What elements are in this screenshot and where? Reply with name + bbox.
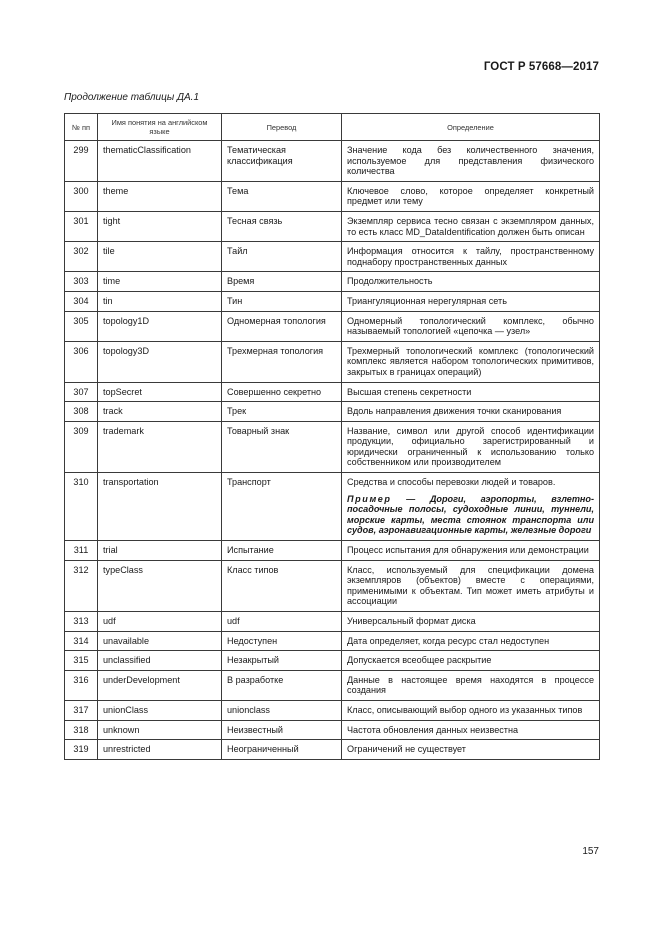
definition-text: Триангуляционная нерегулярная сеть — [347, 295, 507, 306]
definition-cell — [342, 541, 600, 561]
translation-cell: Тин — [222, 291, 342, 311]
row-number: 308 — [65, 402, 98, 422]
row-number: 299 — [65, 141, 98, 182]
table-row — [65, 631, 600, 651]
translation-cell: Незакрытый — [222, 651, 342, 671]
table-row — [65, 402, 600, 422]
translation-cell: Тематическая классификация — [222, 141, 342, 182]
term-cell: udf — [98, 612, 222, 632]
table-row — [65, 382, 600, 402]
term-cell: topology3D — [98, 341, 222, 382]
row-number: 313 — [65, 612, 98, 632]
row-number: 310 — [65, 473, 98, 541]
term-cell: trademark — [98, 421, 222, 472]
definition-text: Одномерный топологический комплекс, обычно называемый топологией «цепочка — узел» — [347, 315, 594, 337]
translation-cell: Совершенно секретно — [222, 382, 342, 402]
table-caption: Продолжение таблицы ДА.1 — [64, 92, 200, 103]
term-cell: unclassified — [98, 651, 222, 671]
table-header-row — [65, 114, 600, 141]
definition-text: Информация относится к тайлу, пространственному поднабору пространственных данных — [347, 246, 594, 267]
row-number: 312 — [65, 560, 98, 611]
term-cell: topSecret — [98, 382, 222, 402]
example-text: — Дороги, аэропорты, взлетно-посадочные полосы, судоходные линии, туннели, морские карты, места стоянок транспорта или судов, аэронавигационные карты, железные дороги — [347, 493, 595, 536]
definition-cell — [342, 560, 600, 611]
example-label: Пример — [347, 493, 392, 504]
table-row — [65, 211, 600, 241]
table-row — [65, 341, 600, 382]
definition-cell — [342, 141, 600, 182]
row-number: 302 — [65, 242, 98, 272]
row-number: 303 — [65, 272, 98, 292]
definition-cell — [342, 651, 600, 671]
definition-text: Класс, используемый для спецификации домена экземпляров (объектов) вместе с операциями, применимыми к объектам. Тип может иметь атрибуты и ассоциации — [347, 564, 594, 607]
translation-cell: Неограниченный — [222, 740, 342, 760]
term-cell: tin — [98, 291, 222, 311]
definition-text: Универсальный формат диска — [347, 616, 476, 626]
row-number: 316 — [65, 670, 98, 700]
definition-text: Продолжительность — [347, 276, 433, 287]
term-cell: topology1D — [98, 311, 222, 341]
definition-text: Ключевое слово, которое определяет конкретный предмет или тему — [347, 185, 594, 207]
column-header-definition: Определение — [342, 114, 600, 141]
term-cell: trial — [98, 541, 222, 561]
table-row — [65, 700, 600, 720]
table-row — [65, 473, 600, 541]
row-number: 307 — [65, 382, 98, 402]
definition-text: Высшая степень секретности — [347, 386, 472, 397]
definition-cell — [342, 700, 600, 720]
definition-text: Класс, описывающий выбор одного из указанных типов — [347, 704, 583, 715]
definition-cell — [342, 272, 600, 292]
column-header-term: Имя понятия на английском языке — [98, 114, 222, 141]
definition-text: Ограничений не существует — [347, 744, 466, 755]
translation-cell: В разработке — [222, 670, 342, 700]
term-cell: unrestricted — [98, 740, 222, 760]
definition-text: Допускается всеобщее раскрытие — [347, 655, 492, 666]
definition-text: Экземпляр сервиса тесно связан с экземпляром данных, то есть класс MD_DataIdentification должен быть описан — [347, 215, 594, 237]
row-number: 300 — [65, 181, 98, 211]
definition-text: Частота обновления данных неизвестна — [347, 724, 519, 735]
row-number: 301 — [65, 211, 98, 241]
translation-cell: Недоступен — [222, 631, 342, 651]
table-row — [65, 181, 600, 211]
translation-cell: udf — [222, 612, 342, 632]
definition-text: Трехмерный топологический комплекс (топологический комплекс является набором топологических примитивов, закрытых в границах операций) — [347, 345, 594, 377]
translation-cell: Тема — [222, 181, 342, 211]
term-cell: time — [98, 272, 222, 292]
table-row — [65, 612, 600, 632]
column-header-number: № пп — [65, 114, 98, 141]
definition-cell — [342, 720, 600, 740]
row-number: 306 — [65, 341, 98, 382]
definition-text: Вдоль направления движения точки сканирования — [347, 406, 562, 417]
definition-cell — [342, 311, 600, 341]
row-number: 317 — [65, 700, 98, 720]
table-row — [65, 740, 600, 760]
term-cell: unknown — [98, 720, 222, 740]
row-number: 305 — [65, 311, 98, 341]
definition-cell — [342, 670, 600, 700]
term-cell: typeClass — [98, 560, 222, 611]
definition-cell — [342, 181, 600, 211]
table-row — [65, 421, 600, 472]
term-cell: track — [98, 402, 222, 422]
row-number: 319 — [65, 740, 98, 760]
term-cell: tight — [98, 211, 222, 241]
term-cell: transportation — [98, 473, 222, 541]
table-row — [65, 311, 600, 341]
row-number: 304 — [65, 291, 98, 311]
translation-cell: Испытание — [222, 541, 342, 561]
translation-cell: unionclass — [222, 700, 342, 720]
translation-cell: Транспорт — [222, 473, 342, 541]
table-row — [65, 670, 600, 700]
translation-cell: Время — [222, 272, 342, 292]
definition-cell — [342, 421, 600, 472]
definition-cell — [342, 631, 600, 651]
row-number: 318 — [65, 720, 98, 740]
page-number: 157 — [582, 846, 599, 857]
definition-cell — [342, 242, 600, 272]
term-cell: unionClass — [98, 700, 222, 720]
definition-text: Данные в настоящее время находятся в процессе создания — [347, 674, 594, 696]
standard-header: ГОСТ Р 57668—2017 — [483, 61, 599, 73]
definition-text: Процесс испытания для обнаружения или демонстрации — [347, 545, 589, 556]
table-row — [65, 242, 600, 272]
definition-cell — [342, 473, 600, 541]
column-header-translation: Перевод — [222, 114, 342, 141]
row-number: 315 — [65, 651, 98, 671]
definition-text: Средства и способы перевозки людей и товаров. — [347, 477, 556, 488]
translation-cell: Трек — [222, 402, 342, 422]
term-cell: tile — [98, 242, 222, 272]
definition-cell — [342, 341, 600, 382]
definition-cell — [342, 382, 600, 402]
table-row — [65, 291, 600, 311]
translation-cell: Класс типов — [222, 560, 342, 611]
table-row — [65, 141, 600, 182]
term-cell: thematicClassification — [98, 141, 222, 182]
term-cell: theme — [98, 181, 222, 211]
row-number: 314 — [65, 631, 98, 651]
definition-cell — [342, 612, 600, 632]
row-number: 309 — [65, 421, 98, 472]
term-cell: underDevelopment — [98, 670, 222, 700]
example-note — [347, 494, 594, 536]
definition-cell — [342, 740, 600, 760]
translation-cell: Трехмерная топология — [222, 341, 342, 382]
row-number: 311 — [65, 541, 98, 561]
term-cell: unavailable — [98, 631, 222, 651]
definition-cell — [342, 291, 600, 311]
table-row — [65, 720, 600, 740]
translation-cell: Тайл — [222, 242, 342, 272]
table-row — [65, 541, 600, 561]
definition-text: Название, символ или другой способ идентификации продукции, официально зарегистрированный и юридически ограниченный к использованию только собственником или производителем — [347, 425, 594, 468]
definition-cell — [342, 211, 600, 241]
definition-cell — [342, 402, 600, 422]
definition-text: Дата определяет, когда ресурс стал недоступен — [347, 635, 550, 646]
table-row — [65, 651, 600, 671]
table-row — [65, 560, 600, 611]
terms-table — [64, 113, 600, 760]
translation-cell: Товарный знак — [222, 421, 342, 472]
translation-cell: Неизвестный — [222, 720, 342, 740]
translation-cell: Одномерная топология — [222, 311, 342, 341]
translation-cell: Тесная связь — [222, 211, 342, 241]
table-body — [65, 141, 600, 760]
definition-text: Значение кода без количественного значения, используемое для представления физического количества — [347, 145, 594, 177]
table-row — [65, 272, 600, 292]
